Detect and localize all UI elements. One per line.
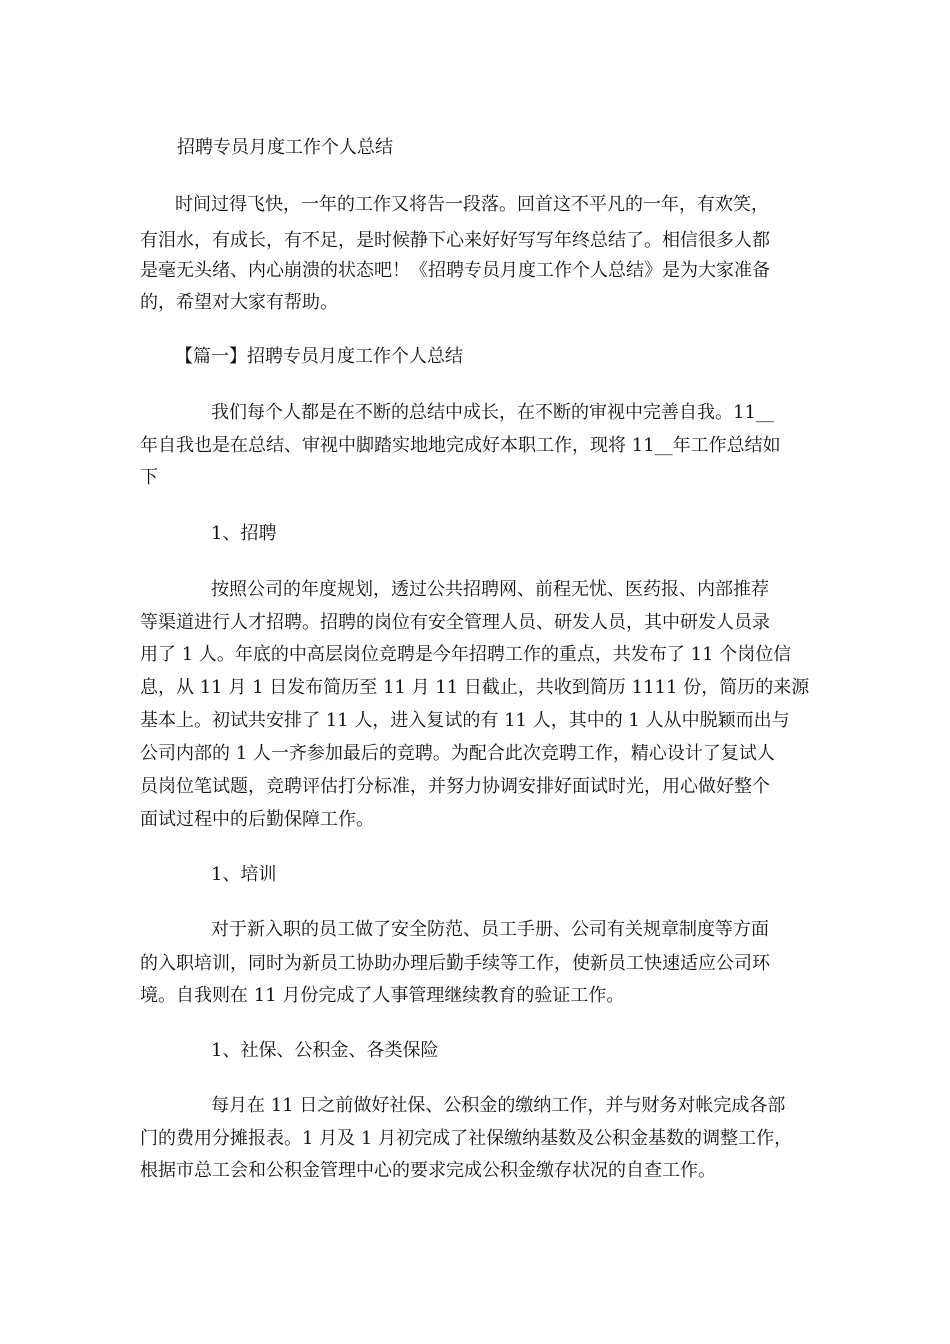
- body-line: 根据市总工会和公积金管理中心的要求完成公积金缴存状况的自查工作。: [140, 1160, 716, 1181]
- intro-line: 是毫无头绪、内心崩溃的状态吧！《招聘专员月度工作个人总结》是为大家准备: [140, 260, 770, 281]
- body-line: 用了 1 人。年底的中高层岗位竞聘是今年招聘工作的重点，共发布了 11 个岗位信: [140, 644, 792, 665]
- section-heading-recruitment: 1、招聘: [211, 523, 277, 544]
- body-line: 境。自我则在 11 月份完成了人事管理继续教育的验证工作。: [140, 985, 625, 1006]
- opening-line: 下: [140, 467, 158, 488]
- document-title: 招聘专员月度工作个人总结: [177, 137, 393, 158]
- body-line: 对于新入职的员工做了安全防范、员工手册、公司有关规章制度等方面: [211, 919, 769, 940]
- body-line: 息，从 11 月 1 日发布简历至 11 月 11 日截止，共收到简历 1111 份，简历的来源: [140, 677, 810, 698]
- body-line: 面试过程中的后勤保障工作。: [140, 809, 374, 830]
- body-line: 基本上。初试共安排了 11 人，进入复试的有 11 人，其中的 1 人从中脱颖而出与: [140, 710, 790, 731]
- section-heading-insurance: 1、社保、公积金、各类保险: [211, 1040, 439, 1061]
- body-line: 等渠道进行人才招聘。招聘的岗位有安全管理人员、研发人员，其中研发人员录: [140, 612, 770, 633]
- intro-line: 的，希望对大家有帮助。: [140, 292, 338, 313]
- body-line: 按照公司的年度规划，透过公共招聘网、前程无忧、医药报、内部推荐: [211, 579, 769, 600]
- intro-line: 时间过得飞快，一年的工作又将告一段落。回首这不平凡的一年，有欢笑，: [175, 194, 769, 215]
- intro-line: 有泪水，有成长，有不足，是时候静下心来好好写写年终总结了。相信很多人都: [140, 230, 770, 251]
- chapter-heading: 【篇一】招聘专员月度工作个人总结: [175, 346, 463, 367]
- opening-line: 我们每个人都是在不断的总结中成长，在不断的审视中完善自我。11__: [211, 402, 774, 423]
- body-line: 门的费用分摊报表。1 月及 1 月初完成了社保缴纳基数及公积金基数的调整工作，: [140, 1128, 793, 1149]
- body-line: 的入职培训，同时为新员工协助办理后勤手续等工作，使新员工快速适应公司环: [140, 953, 770, 974]
- opening-line: 年自我也是在总结、审视中脚踏实地地完成好本职工作，现将 11__年工作总结如: [140, 435, 781, 456]
- section-heading-training: 1、培训: [211, 864, 277, 885]
- body-line: 每月在 11 日之前做好社保、公积金的缴纳工作，并与财务对帐完成各部: [211, 1095, 786, 1116]
- body-line: 员岗位笔试题，竞聘评估打分标准，并努力协调安排好面试时光，用心做好整个: [140, 776, 770, 797]
- body-line: 公司内部的 1 人一齐参加最后的竞聘。为配合此次竞聘工作，精心设计了复试人: [140, 743, 775, 764]
